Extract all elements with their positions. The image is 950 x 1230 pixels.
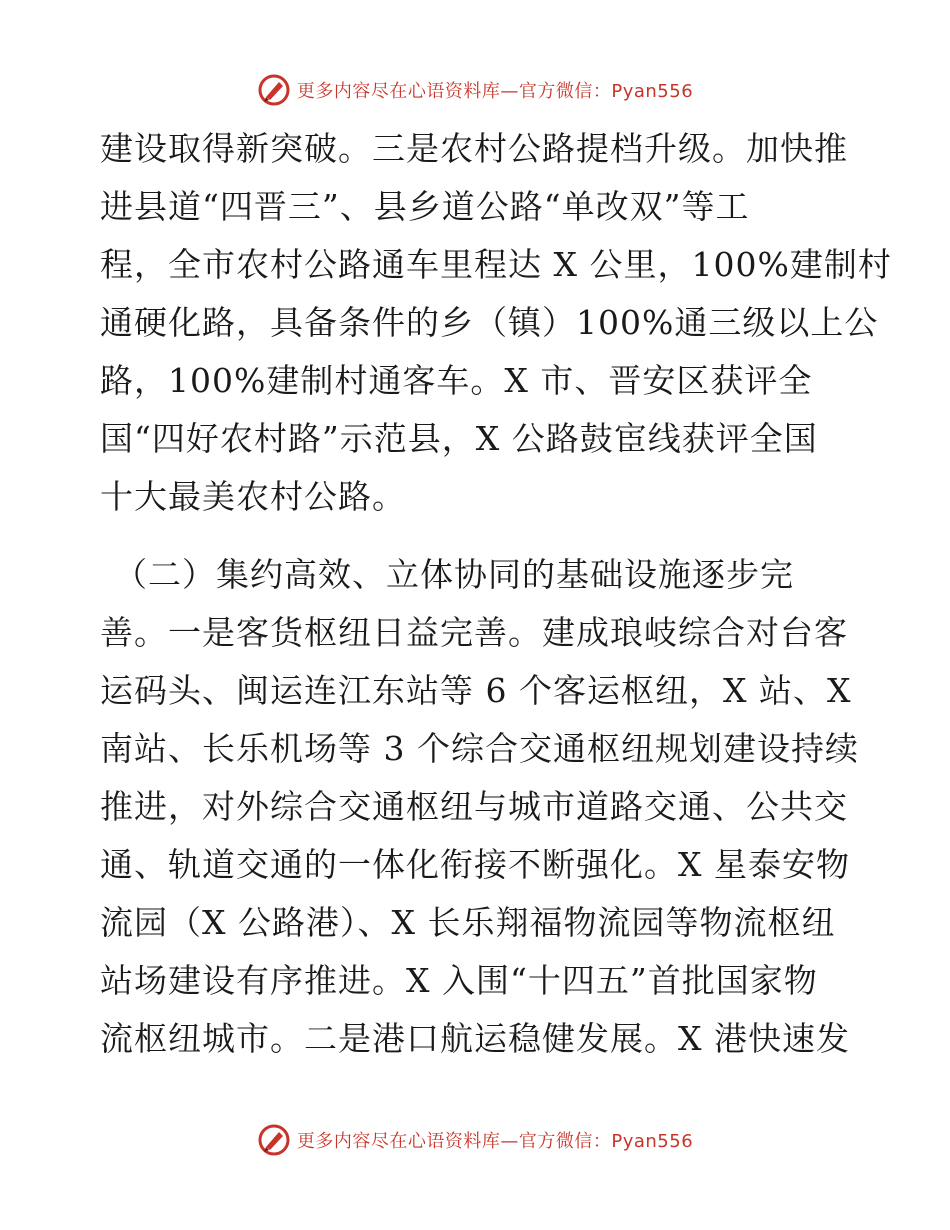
text-line: 通硬化路，具备条件的乡（镇）100%通三级以上公	[100, 303, 879, 342]
text-line: 流枢纽城市。二是港口航运稳健发展。X 港快速发	[100, 1019, 850, 1058]
paragraph-2	[100, 546, 860, 1068]
watermark-text: 更多内容尽在心语资料库—官方微信：Pyan556	[296, 1131, 694, 1152]
text-line: 建设取得新突破。三是农村公路提档升级。加快推	[100, 129, 848, 168]
text-line: 运码头、闽运连江东站等 6 个客运枢纽，X 站、X	[100, 671, 852, 710]
text-line: 推进，对外综合交通枢纽与城市道路交通、公共交	[100, 787, 848, 826]
watermark-text: 更多内容尽在心语资料库—官方微信：Pyan556	[296, 81, 694, 102]
text-line: 十大最美农村公路。	[100, 477, 406, 516]
text-line: 流园（X 公路港）、X 长乐翔福物流园等物流枢纽	[100, 903, 836, 942]
text-line: 程，全市农村公路通车里程达 X 公里，100%建制村	[100, 245, 892, 284]
section-heading-line: （二）集约高效、立体协同的基础设施逐步完	[114, 555, 794, 594]
pen-logo-icon	[257, 1123, 291, 1157]
text-line: 通、轨道交通的一体化衔接不断强化。X 星泰安物	[100, 845, 850, 884]
text-line: 进县道“四晋三”、县乡道公路“单改双”等工	[100, 187, 750, 226]
document-body	[100, 120, 892, 1068]
text-line: 善。一是客货枢纽日益完善。建成琅岐综合对台客	[100, 613, 848, 652]
text-line: 路，100%建制村通客车。X 市、晋安区获评全	[100, 361, 813, 400]
text-line: 南站、长乐机场等 3 个综合交通枢纽规划建设持续	[100, 729, 859, 768]
footer-watermark	[0, 1120, 950, 1160]
text-line: 国“四好农村路”示范县，X 公路鼓宦线获评全国	[100, 419, 818, 458]
header-watermark	[0, 70, 950, 110]
paragraph-1	[100, 120, 892, 526]
pen-logo-icon	[257, 73, 291, 107]
text-line: 站场建设有序推进。X 入围“十四五”首批国家物	[100, 961, 818, 1000]
